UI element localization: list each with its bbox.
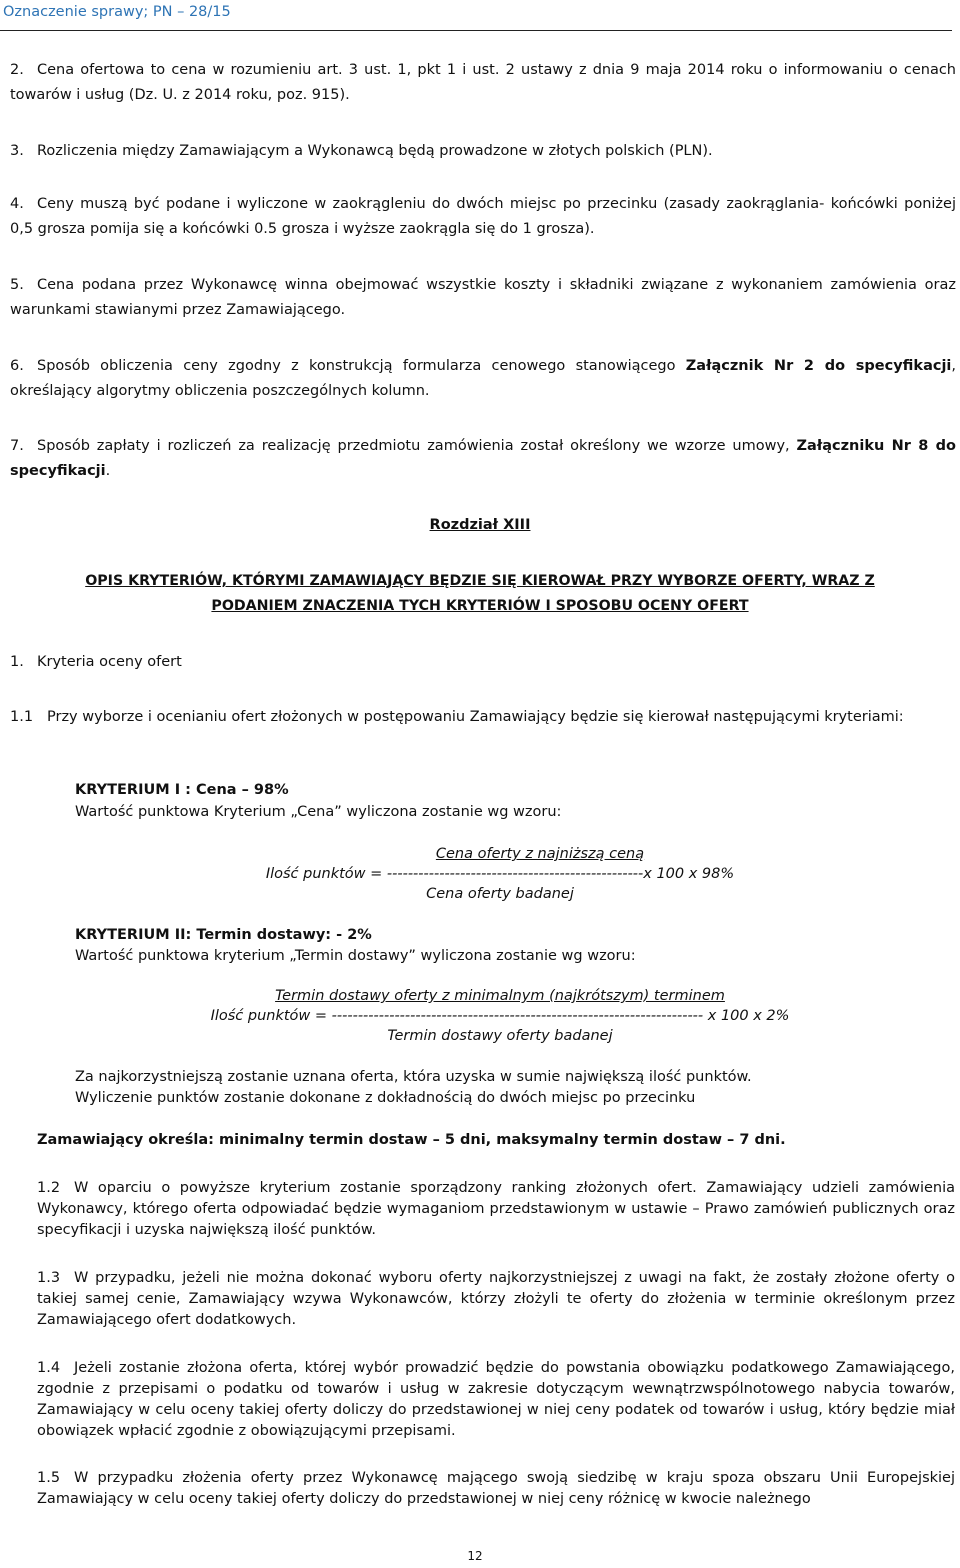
kryteria-label: Kryteria oceny ofert bbox=[37, 654, 182, 670]
item-bold-reference: Załącznik Nr 2 do specyfikacji bbox=[685, 358, 952, 374]
section-title bbox=[0, 571, 960, 591]
paragraph-1-1 bbox=[10, 705, 956, 730]
formula-text: Ilość punktów = ----------------------------------------------------------------------- x 100 x 2% bbox=[210, 1008, 790, 1024]
item-text: . bbox=[105, 463, 111, 479]
formula-denominator bbox=[340, 1026, 660, 1046]
termin-text: Zamawiający określa: minimalny termin dostaw – 5 dni, maksymalny termin dostaw – 7 dni. bbox=[37, 1132, 786, 1148]
summary-text: Wyliczenie punktów zostanie dokonane z dokładnością do dwóch miejsc po przecinku bbox=[75, 1090, 696, 1106]
item-text: , określający algorytmy obliczenia poszczególnych kolumn. bbox=[10, 358, 956, 399]
item-text: Cena podana przez Wykonawcę winna obejmować wszystkie koszty i składniki związane z wykonaniem zamówienia oraz warunkami stawianymi przez Zamawiającego. bbox=[10, 277, 956, 318]
paragraph-1-2 bbox=[37, 1178, 955, 1241]
item-number: 1.5 bbox=[37, 1470, 61, 1486]
item-text: Cena ofertowa to cena w rozumieniu art. 3 ust. 1, pkt 1 i ust. 2 ustawy z dnia 9 maja 2014 roku o informowaniu o cenach towarów i usług (Dz. U. z 2014 roku, poz. 915). bbox=[10, 62, 956, 103]
paragraph-text: W oparciu o powyższe kryterium zostanie sporządzony ranking złożonych ofert. Zamawiający udzieli zamówienia Wykonawcy, którego oferta odpowiadać będzie wymaganiom przedstawionym w ustawie – Prawo zamówień publicznych oraz specyfikacji i uzyska największą ilość punktów. bbox=[37, 1180, 955, 1238]
list-item bbox=[10, 58, 956, 108]
summary-text: Za najkorzystniejszą zostanie uznana oferta, która uzyska w sumie największą ilość punktów. bbox=[75, 1069, 752, 1085]
paragraph-text: Przy wyborze i ocenianiu ofert złożonych w postępowaniu Zamawiający będzie się kierował następującymi kryteriami: bbox=[47, 709, 904, 725]
paragraph-1-4 bbox=[37, 1358, 955, 1442]
formula-denominator bbox=[380, 884, 620, 904]
chapter-title: Rozdział XIII bbox=[429, 517, 531, 533]
summary-line-1 bbox=[75, 1067, 955, 1087]
item-text: Rozliczenia między Zamawiającym a Wykonawcą będą prowadzone w złotych polskich (PLN). bbox=[37, 143, 713, 159]
item-text: Sposób obliczenia ceny zgodny z konstrukcją formularza cenowego stanowiącego bbox=[37, 358, 686, 374]
kryterium-desc: Wartość punktowa Kryterium „Cena” wyliczona zostanie wg wzoru: bbox=[75, 804, 562, 820]
kryterium-2-title bbox=[75, 925, 955, 945]
paragraph-text: W przypadku, jeżeli nie można dokonać wyboru oferty najkorzystniejszej z uwagi na fakt, że zostały złożone oferty o takiej samej cenie, Zamawiający wzywa Wykonawców, którzy złożyli te oferty do złożenia w terminie określonym przez Zamawiającego ofert dodatkowych. bbox=[37, 1270, 955, 1328]
formula-line bbox=[200, 864, 800, 884]
kryterium-title: KRYTERIUM II: Termin dostawy: - 2% bbox=[75, 927, 372, 943]
item-number: 7. bbox=[10, 438, 24, 454]
formula-numerator bbox=[330, 844, 750, 864]
item-text: Ceny muszą być podane i wyliczone w zaokrągleniu do dwóch miejsc po przecinku (zasady zaokrąglania- końcówki poniżej 0,5 grosza pomija się a końcówki 0.5 grosza i wyższe zaokrągla się do 1 grosza). bbox=[10, 196, 956, 237]
item-number: 1.2 bbox=[37, 1180, 61, 1196]
paragraph-1-5 bbox=[37, 1468, 955, 1510]
list-item bbox=[10, 354, 956, 404]
termin-statement bbox=[37, 1128, 960, 1153]
item-number: 1.1 bbox=[10, 709, 34, 725]
paragraph-1-3 bbox=[37, 1268, 955, 1331]
kryterium-2-desc bbox=[75, 946, 955, 966]
kryterium-title: KRYTERIUM I : Cena – 98% bbox=[75, 782, 289, 798]
formula-text: Ilość punktów = -------------------------------------------------x 100 x 98% bbox=[265, 866, 735, 882]
paragraph-text: Jeżeli zostanie złożona oferta, której wybór prowadzić będzie do powstania obowiązku podatkowego Zamawiającego, zgodnie z przepisami o podatku od towarów i usług w zakresie dotyczącym wewnątrzwspólnotowego nabycia towarów, Zamawiający w celu oceny takiej oferty doliczy do przedstawionej w niej ceny podatek od towarów i usług, który będzie miał obowiązek wpłacić zgodnie z obowiązującymi przepisami. bbox=[37, 1360, 955, 1439]
header-title: Oznaczenie sprawy; PN – 28/15 bbox=[3, 4, 231, 20]
formula-denominator-text: Cena oferty badanej bbox=[426, 886, 574, 902]
section-title-line-1: OPIS KRYTERIÓW, KTÓRYMI ZAMAWIAJĄCY BĘDZIE SIĘ KIEROWAŁ PRZY WYBORZE OFERTY, WRAZ Z bbox=[85, 573, 875, 589]
section-title-line-2: PODANIEM ZNACZENIA TYCH KRYTERIÓW I SPOSOBU OCENY OFERT bbox=[211, 598, 749, 614]
paragraph-text: W przypadku złożenia oferty przez Wykonawcę mającego swoją siedzibę w kraju spoza obszaru Unii Europejskiej Zamawiający w celu oceny takiej oferty doliczy do przedstawionej w niej ceny różnicę w kwocie należnego bbox=[37, 1470, 955, 1507]
item-number: 1. bbox=[10, 654, 24, 670]
item-number: 3. bbox=[10, 143, 24, 159]
summary-line-2 bbox=[75, 1088, 955, 1108]
kryterium-1-title bbox=[75, 780, 955, 800]
item-number: 1.4 bbox=[37, 1360, 61, 1376]
formula-denominator-text: Termin dostawy oferty badanej bbox=[387, 1028, 613, 1044]
item-number: 4. bbox=[10, 196, 24, 212]
item-number: 5. bbox=[10, 277, 24, 293]
item-number: 2. bbox=[10, 62, 24, 78]
section-title bbox=[0, 596, 960, 616]
formula-numerator bbox=[220, 986, 780, 1006]
kryterium-desc: Wartość punktowa kryterium „Termin dostawy” wyliczona zostanie wg wzoru: bbox=[75, 948, 636, 964]
page-header bbox=[0, 0, 952, 31]
kryterium-1-desc bbox=[75, 802, 955, 822]
formula-line bbox=[130, 1006, 870, 1026]
list-item bbox=[10, 273, 956, 323]
item-text: Sposób zapłaty i rozliczeń za realizację przedmiotu zamówienia został określony we wzorze umowy, bbox=[37, 438, 797, 454]
item-bold-reference: Załączniku Nr 8 do specyfikacji bbox=[10, 438, 956, 479]
chapter-heading bbox=[0, 515, 960, 535]
list-item bbox=[10, 434, 956, 484]
item-number: 1.3 bbox=[37, 1270, 61, 1286]
item-number: 6. bbox=[10, 358, 24, 374]
list-item bbox=[10, 192, 956, 242]
page-number-text: 12 bbox=[467, 1549, 483, 1563]
formula-numerator-text: Cena oferty z najniższą ceną bbox=[435, 846, 645, 862]
list-item bbox=[10, 139, 956, 164]
kryteria-heading bbox=[10, 650, 956, 675]
formula-numerator-text: Termin dostawy oferty z minimalnym (najkrótszym) terminem bbox=[275, 988, 725, 1004]
page-number bbox=[455, 1546, 495, 1566]
